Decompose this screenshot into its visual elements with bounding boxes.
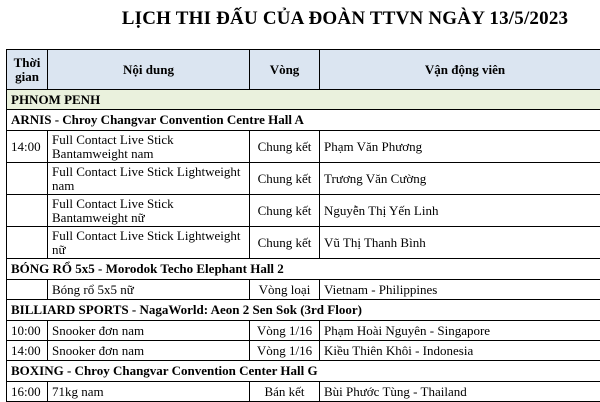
header-row: [7, 50, 600, 90]
venue-row: [7, 300, 600, 321]
event-time: 16:00: [7, 382, 48, 402]
event-round: Vòng 1/16: [250, 341, 320, 361]
table-row: [7, 227, 600, 259]
event-time: [7, 227, 48, 259]
table-row: [7, 382, 600, 402]
venue-row: [7, 259, 600, 280]
table-row: [7, 131, 600, 163]
table-row: [7, 195, 600, 227]
event-content: 71kg nam: [48, 382, 250, 402]
venue-label: ARNIS - Chroy Changvar Convention Centre Hall A: [7, 110, 600, 131]
event-round: Chung kết: [250, 195, 320, 227]
venue-row: [7, 110, 600, 131]
event-round: Chung kết: [250, 163, 320, 195]
event-round: Bán kết: [250, 382, 320, 402]
event-athlete: Phạm Văn Phương: [320, 131, 600, 163]
venue-row: [7, 361, 600, 382]
event-time: [7, 280, 48, 300]
event-time: [7, 163, 48, 195]
header-time: Thời gian: [7, 50, 48, 90]
schedule-table: [6, 49, 600, 402]
header-round: Vòng: [250, 50, 320, 90]
event-content: Bóng rổ 5x5 nữ: [48, 280, 250, 300]
event-content: Full Contact Live Stick Lightweight nữ: [48, 227, 250, 259]
event-content: Full Contact Live Stick Bantamweight nữ: [48, 195, 250, 227]
table-row: [7, 321, 600, 341]
event-athlete: Nguyễn Thị Yến Linh: [320, 195, 600, 227]
event-athlete: Vietnam - Philippines: [320, 280, 600, 300]
event-athlete: Kiều Thiên Khôi - Indonesia: [320, 341, 600, 361]
event-time: 10:00: [7, 321, 48, 341]
venue-label: BILLIARD SPORTS - NagaWorld: Aeon 2 Sen Sok (3rd Floor): [7, 300, 600, 321]
event-athlete: Vũ Thị Thanh Bình: [320, 227, 600, 259]
event-time: [7, 195, 48, 227]
header-athlete: Vận động viên: [320, 50, 600, 90]
event-content: Full Contact Live Stick Bantamweight nam: [48, 131, 250, 163]
event-athlete: Phạm Hoài Nguyên - Singapore: [320, 321, 600, 341]
event-round: Chung kết: [250, 227, 320, 259]
venue-label: BOXING - Chroy Changvar Convention Center Hall G: [7, 361, 600, 382]
page-title: LỊCH THI ĐẤU CỦA ĐOÀN TTVN NGÀY 13/5/2023: [0, 8, 600, 30]
city-row: [7, 90, 600, 110]
event-round: Chung kết: [250, 131, 320, 163]
table-row: [7, 280, 600, 300]
venue-label: BÓNG RỔ 5x5 - Morodok Techo Elephant Hall 2: [7, 259, 600, 280]
city-label: PHNOM PENH: [7, 90, 600, 110]
table-row: [7, 163, 600, 195]
event-time: 14:00: [7, 341, 48, 361]
event-content: Snooker đơn nam: [48, 321, 250, 341]
event-round: Vòng 1/16: [250, 321, 320, 341]
event-athlete: Trương Văn Cường: [320, 163, 600, 195]
event-content: Full Contact Live Stick Lightweight nam: [48, 163, 250, 195]
event-time: 14:00: [7, 131, 48, 163]
event-athlete: Bùi Phước Tùng - Thailand: [320, 382, 600, 402]
header-content: Nội dung: [48, 50, 250, 90]
event-content: Snooker đơn nam: [48, 341, 250, 361]
event-round: Vòng loại: [250, 280, 320, 300]
table-row: [7, 341, 600, 361]
